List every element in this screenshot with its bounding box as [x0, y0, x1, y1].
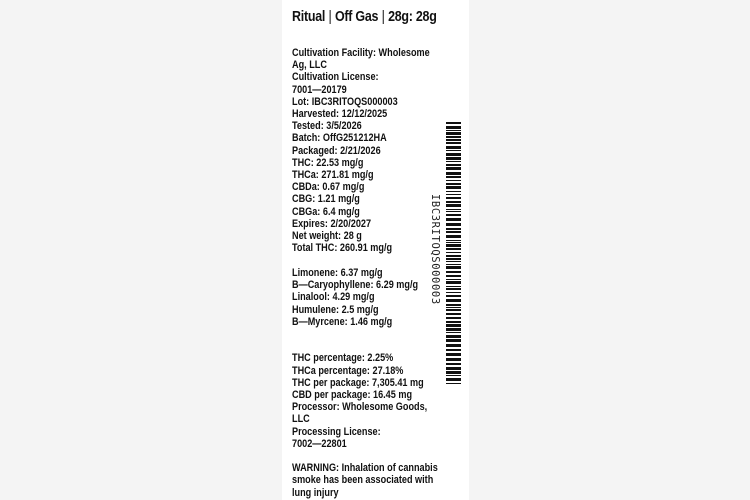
title-separator: | [328, 9, 332, 25]
lot-number: Lot: IBC3RITOQS000003 [292, 95, 398, 108]
thc-per-package: THC per package: 7,305.41 mg [292, 376, 424, 389]
title-separator: | [381, 9, 385, 25]
batch-id: Batch: OffG251212HA [292, 132, 387, 145]
terpene-linalool: Linalool: 4.29 mg/g [292, 291, 375, 304]
package-size: 28g: 28g [388, 9, 437, 25]
test-date: Tested: 3/5/2026 [292, 120, 362, 133]
brand-name: Ritual [292, 9, 326, 25]
label-title [292, 9, 437, 25]
cbda-value: CBDa: 0.67 mg/g [292, 181, 365, 194]
net-weight: Net weight: 28 g [292, 230, 362, 243]
terpene-caryophyllene: B—Caryophyllene: 6.29 mg/g [292, 279, 419, 292]
terpene-myrcene: B—Myrcene: 1.46 mg/g [292, 315, 393, 328]
health-warning: WARNING: Inhalation of cannabis smoke has been associated with lung injury [292, 462, 438, 499]
thc-value: THC: 22.53 mg/g [292, 156, 364, 169]
summary-section [292, 352, 445, 450]
terpenes-section [292, 267, 445, 328]
cbg-value: CBG: 1.21 mg/g [292, 193, 360, 206]
package-date: Packaged: 2/21/2026 [292, 144, 381, 157]
processing-license: Processing License: 7002—22801 [292, 425, 381, 450]
thc-percentage: THC percentage: 2.25% [292, 352, 394, 365]
strain-name: Off Gas [334, 9, 379, 25]
cultivation-license: Cultivation License: 7001—20179 [292, 71, 379, 96]
expiry-date: Expires: 2/20/2027 [292, 217, 372, 230]
harvest-date: Harvested: 12/12/2025 [292, 108, 388, 121]
processor: Processor: Wholesome Goods, LLC [292, 401, 428, 426]
total-thc: Total THC: 260.91 mg/g [292, 242, 393, 255]
terpene-humulene: Humulene: 2.5 mg/g [292, 303, 379, 316]
details-section [292, 47, 445, 254]
thca-percentage: THCa percentage: 27.18% [292, 364, 404, 377]
barcode-icon [446, 122, 461, 384]
cbga-value: CBGa: 6.4 mg/g [292, 205, 360, 218]
thca-value: THCa: 271.81 mg/g [292, 169, 374, 182]
product-label [282, 0, 469, 500]
barcode-value: IBC3RITOQS000003 [429, 194, 441, 305]
label-body [292, 47, 445, 499]
cbd-per-package: CBD per package: 16.45 mg [292, 389, 413, 402]
terpene-limonene: Limonene: 6.37 mg/g [292, 266, 383, 279]
cultivation-facility: Cultivation Facility: Wholesome Ag, LLC [292, 47, 430, 72]
